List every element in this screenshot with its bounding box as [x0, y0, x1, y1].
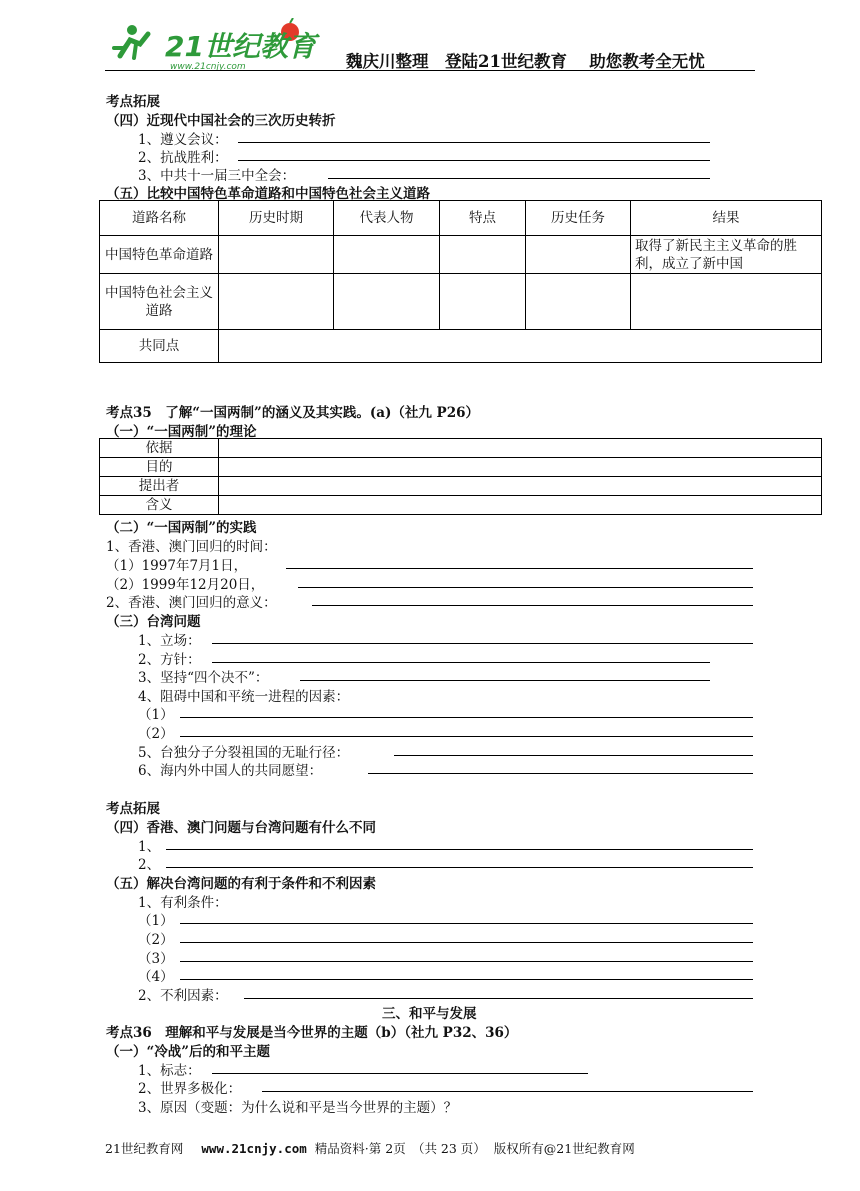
question-label: 3、中共十一届三中全会：	[138, 168, 296, 184]
footer-left: 21世纪教育网	[105, 1141, 184, 1156]
answer-cell[interactable]	[526, 236, 631, 274]
answer-line[interactable]	[238, 142, 710, 143]
question-label: 2、不利因素：	[138, 988, 228, 1004]
question-label: 1、有利条件：	[138, 895, 228, 911]
subheading: （二）“一国两制”的实践	[106, 520, 257, 536]
row-label: 中国特色社会主义道路	[100, 274, 219, 330]
svg-text:www.21cnjy.com: www.21cnjy.com	[170, 62, 246, 72]
question-label: 1、遵义会议：	[138, 132, 228, 148]
answer-line[interactable]	[238, 160, 710, 161]
logo	[110, 18, 320, 72]
subheading: （五）比较中国特色革命道路和中国特色社会主义道路	[106, 186, 430, 202]
page-footer	[105, 1139, 635, 1157]
question-label: 2、	[138, 857, 161, 873]
header-rule	[105, 70, 755, 71]
answer-line[interactable]	[180, 942, 753, 943]
row-label: 依据	[100, 439, 219, 458]
result-cell: 取得了新民主主义革命的胜利，成立了新中国	[631, 236, 822, 274]
answer-line[interactable]	[166, 867, 753, 868]
answer-cell[interactable]	[631, 274, 822, 330]
answer-cell[interactable]	[219, 458, 822, 477]
section-heading: 考点拓展	[106, 801, 160, 817]
comparison-table	[99, 200, 822, 363]
answer-cell[interactable]	[440, 236, 526, 274]
question-label: 6、海内外中国人的共同愿望：	[138, 763, 323, 779]
question-label: （2）	[138, 932, 174, 948]
table-header-cell: 结果	[631, 201, 822, 236]
table-header-cell: 道路名称	[100, 201, 219, 236]
question-label: 5、台独分子分裂祖国的无耻行径：	[138, 745, 350, 761]
answer-cell[interactable]	[219, 439, 822, 458]
question-label: （1）	[138, 707, 174, 723]
footer-page-total: 页 （共 23 页）	[393, 1141, 486, 1156]
answer-line[interactable]	[180, 979, 753, 980]
question-label: 3、坚持“四个决不”：	[138, 670, 269, 686]
row-label: 含义	[100, 496, 219, 515]
answer-line[interactable]	[368, 773, 753, 774]
logo-graphic	[110, 18, 320, 72]
answer-line[interactable]	[300, 680, 710, 681]
row-label: 中国特色革命道路	[100, 236, 219, 274]
answer-line[interactable]	[328, 178, 710, 179]
answer-cell[interactable]	[440, 274, 526, 330]
theory-table	[99, 438, 822, 515]
subheading: （四）近现代中国社会的三次历史转折	[106, 113, 336, 129]
section-heading: 考点拓展	[106, 94, 160, 110]
answer-line[interactable]	[180, 961, 753, 962]
footer-middle: 精品资料·第	[314, 1141, 382, 1156]
subheading: （一）“冷战”后的和平主题	[106, 1044, 271, 1060]
question-label: （1）	[138, 913, 174, 929]
question-label: 2、世界多极化：	[138, 1081, 242, 1097]
answer-cell[interactable]	[219, 274, 334, 330]
answer-line[interactable]	[312, 605, 753, 606]
question-label: （1）1997年7月1日，	[106, 558, 248, 574]
answer-line[interactable]	[286, 568, 753, 569]
chapter-title: 三、和平与发展	[382, 1006, 477, 1022]
answer-line[interactable]	[262, 1091, 753, 1092]
table-header-cell: 历史任务	[526, 201, 631, 236]
svg-text:21世纪教育: 21世纪教育	[165, 30, 316, 63]
answer-cell[interactable]	[219, 477, 822, 496]
topic-title: 考点36 理解和平与发展是当今世界的主题（b）（社九 P32、36）	[106, 1025, 518, 1041]
question-label: 2、香港、澳门回归的意义：	[106, 595, 277, 611]
answer-line[interactable]	[244, 998, 753, 999]
question-label: （2）	[138, 726, 174, 742]
subheading: （一）“一国两制”的理论	[106, 424, 257, 440]
question-label: （3）	[138, 951, 174, 967]
answer-line[interactable]	[394, 755, 753, 756]
page-number: 2	[385, 1141, 394, 1156]
table-header-cell: 历史时期	[219, 201, 334, 236]
row-label: 提出者	[100, 477, 219, 496]
row-label: 共同点	[100, 330, 219, 363]
question-label: 1、香港、澳门回归的时间：	[106, 539, 277, 555]
answer-line[interactable]	[212, 1073, 588, 1074]
footer-right: 版权所有@21世纪教育网	[493, 1141, 635, 1156]
subheading: （三）台湾问题	[106, 614, 201, 630]
table-header-cell: 特点	[440, 201, 526, 236]
row-label: 目的	[100, 458, 219, 477]
question-label: 1、标志：	[138, 1063, 201, 1079]
answer-cell[interactable]	[219, 236, 334, 274]
answer-cell[interactable]	[334, 274, 440, 330]
question-label: 2、抗战胜利：	[138, 150, 228, 166]
answer-line[interactable]	[298, 587, 753, 588]
answer-line[interactable]	[180, 717, 753, 718]
question-label: 1、	[138, 839, 161, 855]
answer-line[interactable]	[212, 662, 710, 663]
answer-line[interactable]	[166, 849, 753, 850]
question-label: （2）1999年12月20日，	[106, 577, 265, 593]
question-label: 3、原因（变题：为什么说和平是当今世界的主题）？	[138, 1100, 458, 1116]
footer-site-link[interactable]: www.21cnjy.com	[201, 1141, 307, 1156]
answer-line[interactable]	[180, 923, 753, 924]
answer-line[interactable]	[212, 643, 753, 644]
subheading: （五）解决台湾问题的有利于条件和不利因素	[106, 876, 376, 892]
topic-title: 考点35 了解“一国两制”的涵义及其实践。(a)（社九 P26）	[106, 405, 479, 421]
header-tagline: 魏庆川整理 登陆21世纪教育 助您教考全无忧	[346, 52, 705, 71]
table-header-cell: 代表人物	[334, 201, 440, 236]
answer-cell[interactable]	[219, 330, 822, 363]
question-label: 2、方针：	[138, 652, 201, 668]
question-label: 1、立场：	[138, 633, 201, 649]
answer-cell[interactable]	[334, 236, 440, 274]
question-label: （4）	[138, 969, 174, 985]
answer-cell[interactable]	[526, 274, 631, 330]
answer-cell[interactable]	[219, 496, 822, 515]
question-label: 4、阻碍中国和平统一进程的因素：	[138, 689, 350, 705]
subheading: （四）香港、澳门问题与台湾问题有什么不同	[106, 820, 376, 836]
answer-line[interactable]	[180, 736, 753, 737]
